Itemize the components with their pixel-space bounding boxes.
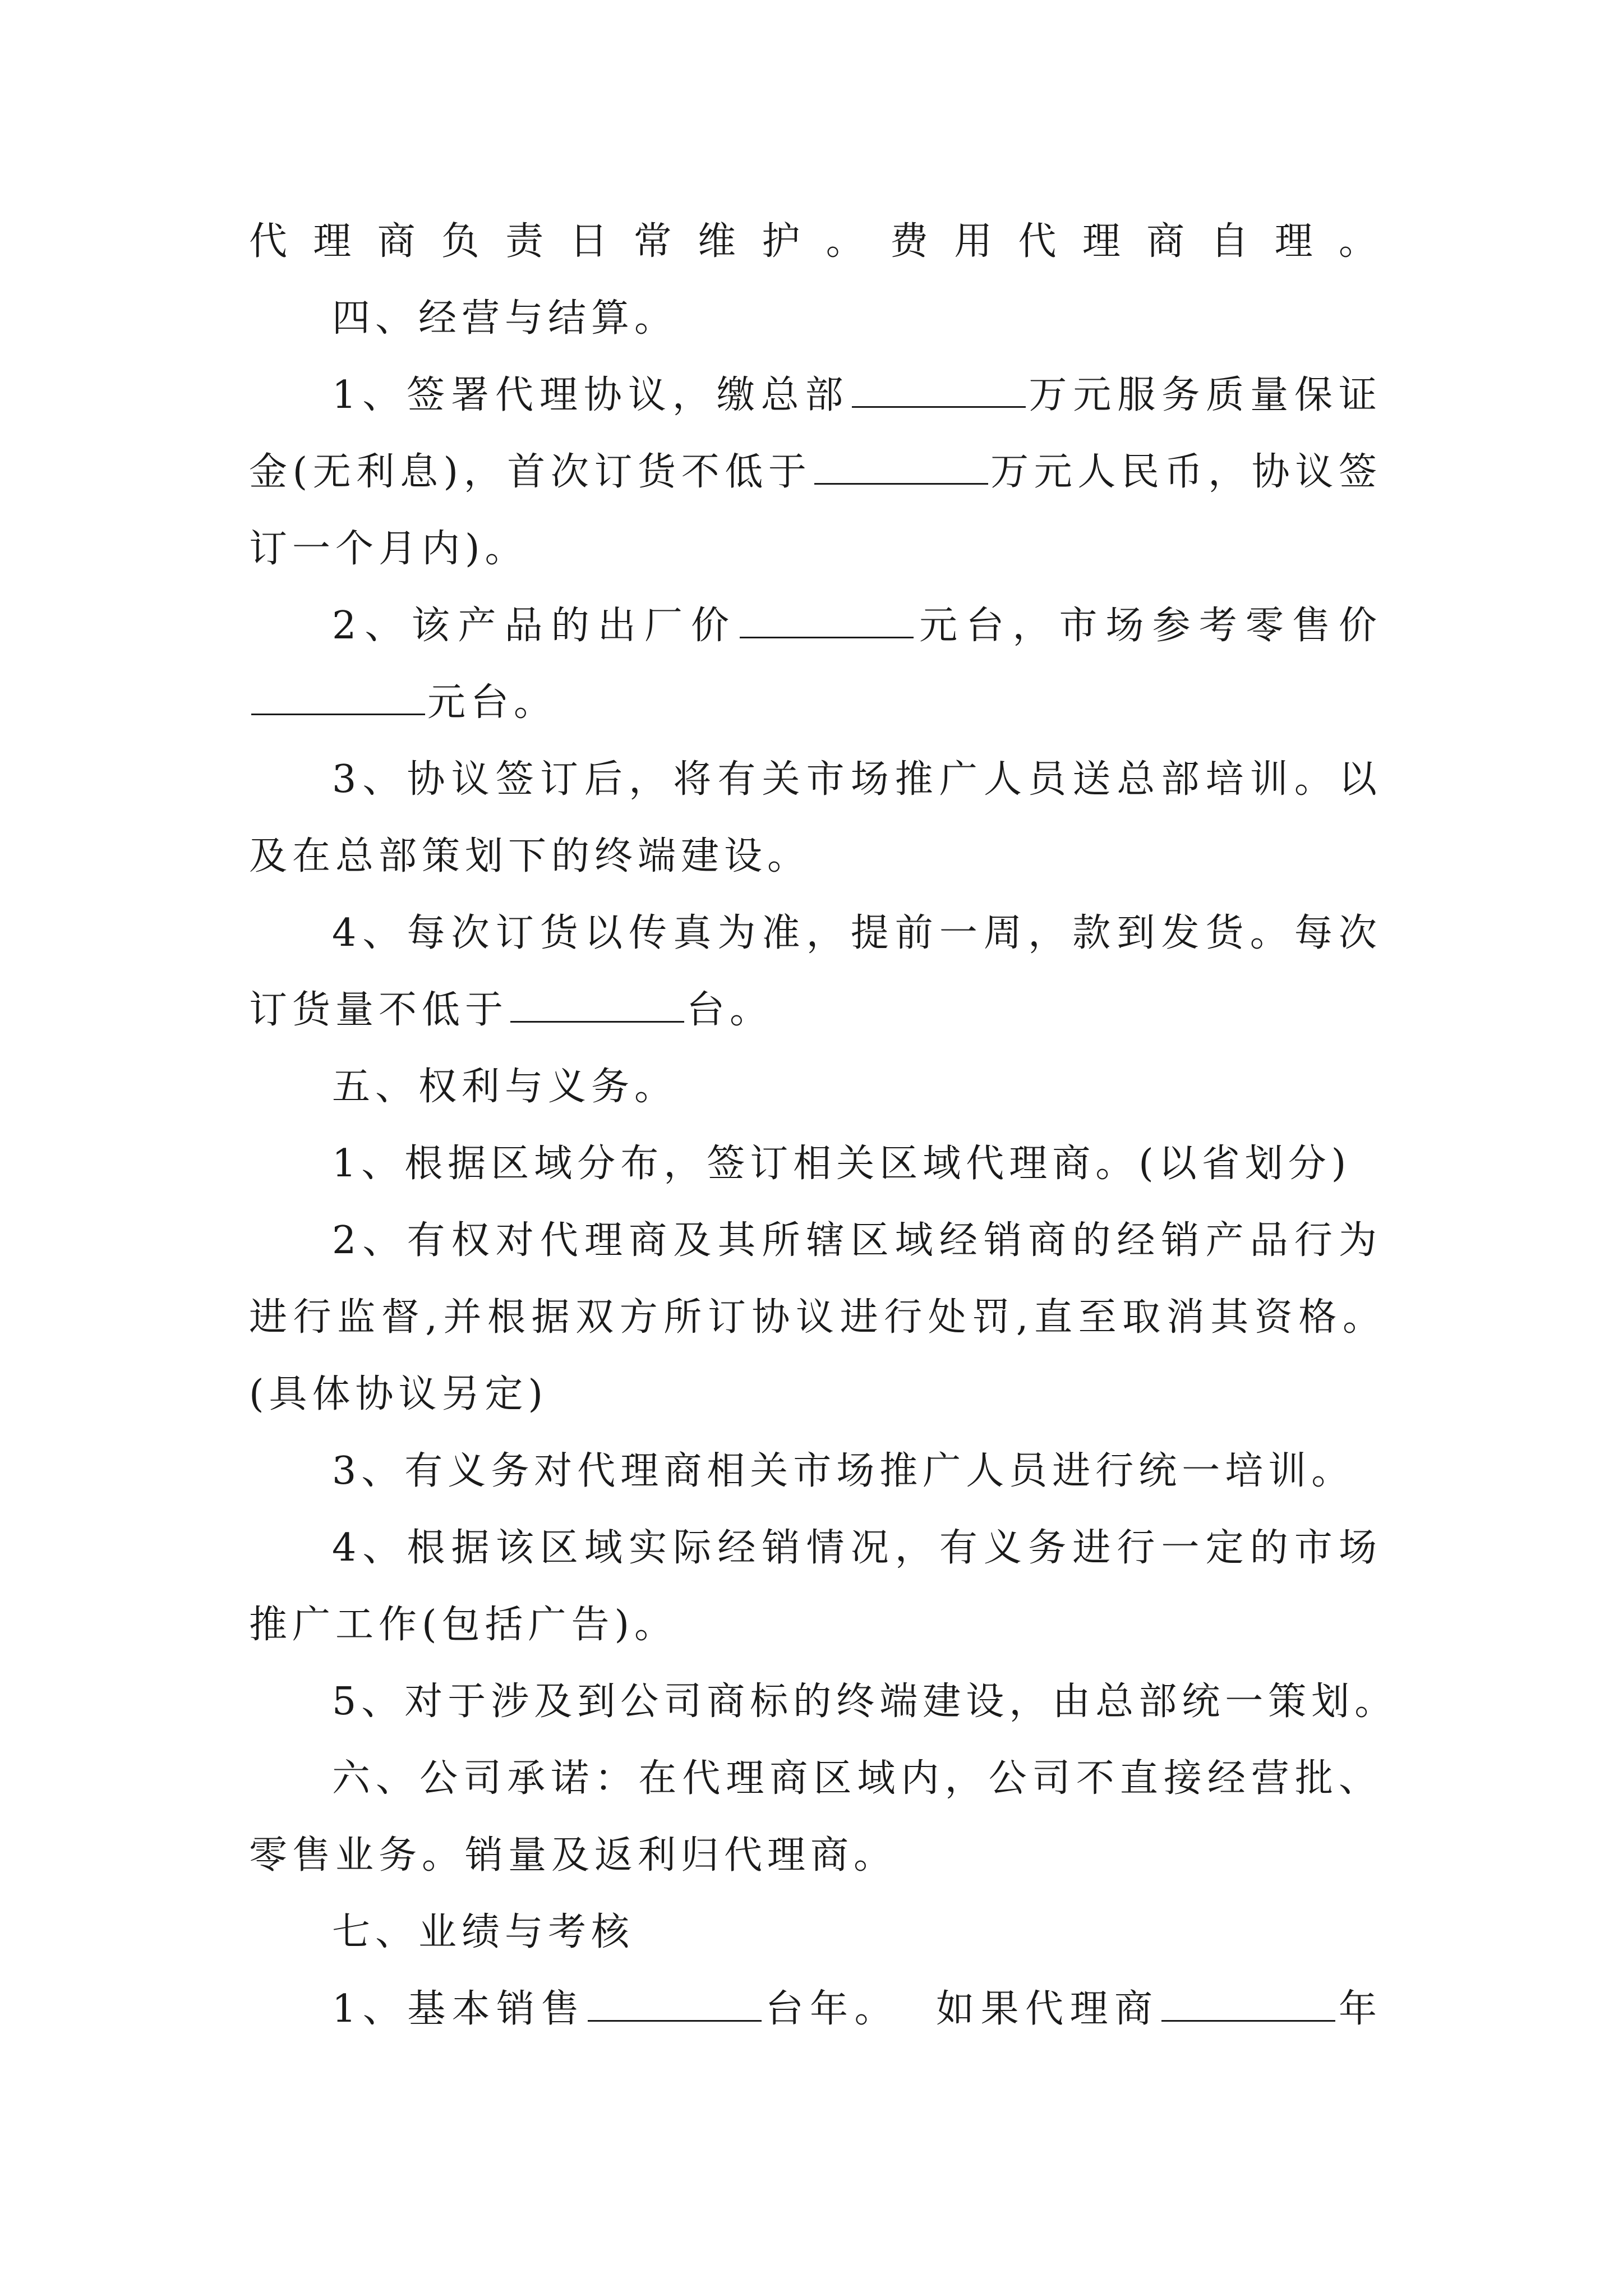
line-text: 零售业务。销量及返利归代理商。: [249, 1833, 897, 1878]
document-body: [249, 203, 1398, 2047]
paragraph-line: [249, 357, 1382, 434]
line-text: 金(无利息)，首次订货不低于: [249, 450, 812, 494]
paragraph-line: [249, 1279, 1382, 1356]
paragraph-line: [249, 741, 1382, 818]
section-heading-7: [249, 1894, 1382, 1971]
fill-in-blank: [510, 987, 684, 1023]
fill-in-blank: [588, 1986, 762, 2022]
line-text: 代理商负责日常维护。费用代理商自理。: [249, 219, 1382, 264]
line-text: 订货量不低于: [249, 988, 509, 1032]
paragraph-line: [249, 1356, 1382, 1433]
line-text: 3、有义务对代理商相关市场推广人员进行统一培训。: [332, 1449, 1355, 1493]
line-text: 3、协议签订后，将有关市场推广人员送总部培训。以: [332, 757, 1382, 802]
paragraph-line: [249, 587, 1382, 664]
section-heading-text: 七、业绩与考核: [332, 1910, 635, 1954]
fill-in-blank: [251, 680, 425, 715]
line-text: 六、公司承诺：在代理商区域内，公司不直接经营批、: [332, 1756, 1382, 1801]
line-text: 元台，市场参考零售价: [916, 604, 1382, 648]
line-text: 及在总部策划下的终端建设。: [249, 834, 811, 878]
line-text: 进行监督,并根据双方所订协议进行处罚,直至取消其资格。: [249, 1295, 1382, 1340]
section-heading-6: [249, 1740, 1382, 1817]
paragraph-line: [249, 1125, 1382, 1202]
line-text: 万元服务质量保证: [1027, 373, 1382, 417]
section-heading-text: 五、权利与义务。: [332, 1065, 678, 1109]
paragraph-line: [249, 510, 1382, 587]
line-text: 年: [1337, 1987, 1382, 2031]
line-text: 1、基本销售: [332, 1987, 586, 2031]
line-text: 2、有权对代理商及其所辖区域经销商的经销产品行为: [332, 1218, 1382, 1263]
paragraph-line: [249, 434, 1382, 510]
line-text: 订一个月内)。: [249, 527, 528, 571]
line-text: 元台。: [427, 680, 557, 725]
line-text: 台年。 如果代理商: [764, 1987, 1159, 2031]
line-text: 万元人民币，协议签: [990, 450, 1382, 494]
paragraph-line: [249, 203, 1382, 280]
paragraph-line: [249, 664, 1382, 741]
paragraph-line: [249, 1433, 1382, 1510]
paragraph-line: [249, 1510, 1382, 1586]
line-text: 2、该产品的出厂价: [332, 604, 738, 648]
line-text: (具体协议另定): [249, 1372, 548, 1416]
paragraph-line: [249, 1971, 1382, 2047]
section-heading-5: [249, 1048, 1382, 1125]
line-text: 5、对于涉及到公司商标的终端建设，由总部统一策划。: [332, 1680, 1398, 1724]
section-heading-text: 四、经营与结算。: [332, 296, 678, 341]
paragraph-line: [249, 1663, 1398, 1740]
line-text: 1、签署代理协议，缴总部: [332, 373, 850, 417]
line-text: 台。: [686, 988, 773, 1032]
fill-in-blank: [814, 449, 988, 485]
paragraph-line: [249, 818, 1382, 895]
paragraph-line: [249, 972, 1382, 1048]
fill-in-blank: [1161, 1986, 1335, 2022]
fill-in-blank: [852, 372, 1026, 408]
fill-in-blank: [740, 603, 914, 638]
paragraph-line: [249, 895, 1382, 972]
paragraph-line: [249, 1202, 1382, 1279]
paragraph-line: [249, 1817, 1382, 1894]
line-text: 1、根据区域分布，签订相关区域代理商。(以省划分): [332, 1142, 1352, 1186]
section-heading-4: [249, 280, 1382, 357]
line-text: 推广工作(包括广告)。: [249, 1603, 678, 1647]
line-text: 4、根据该区域实际经销情况，有义务进行一定的市场: [332, 1526, 1382, 1570]
line-text: 4、每次订货以传真为准，提前一周，款到发货。每次: [332, 911, 1382, 955]
paragraph-line: [249, 1586, 1382, 1663]
